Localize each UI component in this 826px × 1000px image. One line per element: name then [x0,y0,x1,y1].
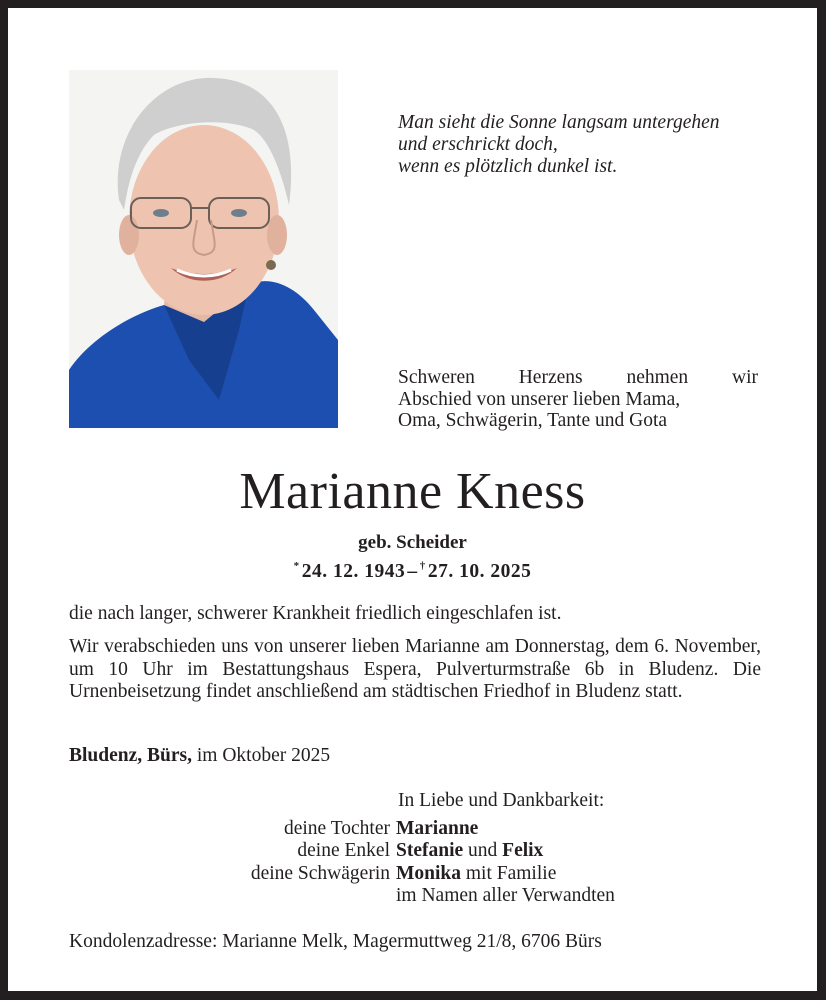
date-separator: – [407,561,418,582]
motto-line: Man sieht die Sonne langsam untergehen [398,112,720,133]
mourner-names [396,863,556,885]
intro-word: nehmen [626,367,689,388]
intro-announcement [398,367,758,432]
mourners-list [158,818,615,907]
intro-word: Schweren [398,367,475,388]
mourner-name: Marianne [396,818,479,839]
mourner-relation: deine Schwägerin [250,862,390,884]
death-date: 27. 10. 2025 [427,561,532,582]
mourner-row [158,818,615,840]
mourner-names [396,840,543,862]
birth-name: geb. Scheider [358,532,467,553]
date-text: im Oktober 2025 [192,745,331,766]
mourner-relation: deine Tochter [283,818,390,839]
portrait-image [69,70,338,428]
mourner-suffix: im Namen aller Verwandten [396,884,615,906]
motto-poem [398,112,778,178]
death-cross-icon: † [419,560,426,572]
condolence-address: Kondolenzadresse: Marianne Melk, Magermuttweg 21/8, 6706 Bürs [69,931,602,952]
mourner-connector: und [463,840,503,862]
mourner-relation [158,885,396,907]
place-date-line [69,745,330,767]
mourner-relation: deine Enkel [297,840,390,862]
intro-line-1 [398,367,758,389]
mourner-name: Stefanie [396,840,464,862]
birth-star-icon: * [293,560,300,572]
mourner-row [158,840,615,862]
obituary-page [8,8,817,991]
body-paragraph-1: die nach langer, schwerer Krankheit friedlich eingeschlafen ist. [69,603,562,624]
mourner-row [158,885,615,907]
funeral-details-paragraph: Wir verabschieden uns von unserer lieben Marianne am Donnerstag, dem 6. November, um 10 Uhr im Bestattungshaus Espera, Pulverturmstraße 6b in Bludenz. Die Urnenbeisetzung findet anschließend am städtischen Friedhof in Bludenz statt. [69,636,761,702]
life-dates [8,554,817,584]
birth-date: 24. 12. 1943 [301,561,406,582]
deceased-name: Marianne Kness [239,463,586,520]
motto-line: wenn es plötzlich dunkel ist. [398,156,618,177]
intro-line-3: Oma, Schwägerin, Tante und Gota [398,410,668,431]
mourners-heading: In Liebe und Dankbarkeit: [398,790,605,811]
mourner-names [396,818,478,840]
mourner-name: Felix [502,840,544,862]
intro-word: wir [732,367,758,388]
mourner-names [396,885,615,907]
portrait-photo [69,70,338,428]
mourner-name: Monika [396,862,462,884]
intro-word: Herzens [518,367,583,388]
mourner-row [158,863,615,885]
mourner-suffix: mit Familie [461,862,557,884]
motto-line: und erschrickt doch, [398,134,558,155]
place-names: Bludenz, Bürs, [69,745,192,766]
intro-line-2: Abschied von unserer lieben Mama, [398,388,681,410]
